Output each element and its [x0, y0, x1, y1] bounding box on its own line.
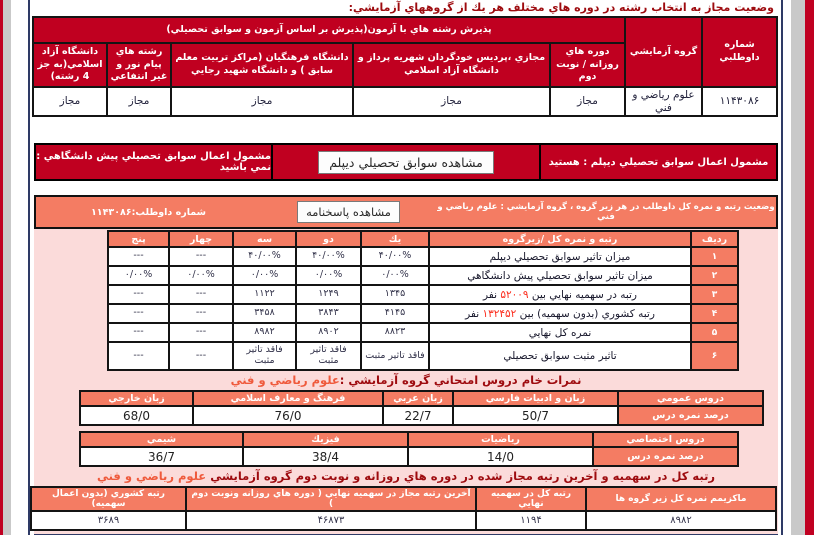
- col-header-subgroup-2: دو: [296, 231, 361, 247]
- cell-value: ۰/۰۰%: [296, 266, 361, 285]
- col-header-payamnoor: رشته هاي پيام نور و غير انتفاعي: [107, 43, 171, 87]
- row-label-text: رتبه در سهميه نهايي بين: [531, 288, 638, 301]
- cell-value: ۰/۰۰%: [169, 266, 233, 285]
- score-physics: 38/4: [243, 447, 408, 466]
- row-number: ۳: [691, 285, 738, 304]
- quota-population-count: ۵۲۰۰۹: [500, 288, 529, 301]
- cell-value: ---: [108, 323, 169, 342]
- cell-value: ۴۱۴۵: [361, 304, 429, 323]
- col-header-daytime-courses: دوره هاي روزانه / نوبت دوم: [550, 43, 625, 87]
- row-number: ۶: [691, 342, 738, 370]
- view-diploma-records-button[interactable]: مشاهده سوابق تحصيلي ديپلم: [318, 151, 494, 174]
- answersheet-button-cell: [261, 201, 436, 223]
- total-rank-in-quota-value: ۱۱۹۴: [476, 511, 586, 530]
- table-row: [108, 266, 738, 285]
- cell-value: ۴۰/۰۰%: [233, 247, 296, 266]
- row-number: ۵: [691, 323, 738, 342]
- cell-value: ---: [108, 285, 169, 304]
- page-title: وضعيت مجاز به انتخاب رشته در دوره هاي مختلف هر يك از گروههاي آزمايشي:: [348, 1, 774, 14]
- cell-value: فاقد تاثير مثبت: [361, 342, 429, 370]
- candidate-number-cell: ۱۱۴۳۰۸۶: [702, 87, 777, 116]
- score-mathematics: 14/0: [408, 447, 593, 466]
- subject-header-mathematics: رياضيات: [408, 432, 593, 447]
- col-header-virtual-paid: مجازي ،پرديس خودگردان شهريه پرداز و دانشگاه آزاد اسلامي: [353, 43, 550, 87]
- cell-value: ---: [169, 285, 233, 304]
- cell-value: ۱۱۲۲: [233, 285, 296, 304]
- page-border-right: [781, 0, 783, 535]
- cell-value: ۰/۰۰%: [233, 266, 296, 285]
- row-label: [429, 266, 691, 285]
- col-header-national-rank: رتبه كشوري (بدون اعمال سهميه): [31, 487, 186, 511]
- exam-group-cell: علوم رياضي و فني: [625, 87, 702, 116]
- status-cell: مجاز: [33, 87, 107, 116]
- row-number: ۲: [691, 266, 738, 285]
- row-label: [429, 342, 691, 370]
- row-label-text: تاثير مثبت سوابق تحصيلي: [503, 350, 617, 363]
- row-label-text: رتبه كشوري (بدون سهميه) بين: [519, 307, 655, 320]
- last-admitted-rank-value: ۴۶۸۷۳: [186, 511, 476, 530]
- cell-value: ۳۴۵۸: [233, 304, 296, 323]
- col-header-azad: دانشگاه آزاد اسلامي(به جز 4 رشته): [33, 43, 107, 87]
- cell-value: فاقد تاثير مثبت: [233, 342, 296, 370]
- col-header-rank-and-score: رتبه و نمره كل /زيرگروه: [429, 231, 691, 247]
- col-header-farhangian: دانشگاه فرهنگيان (مراكز تربيت معلم سابق ) و دانشگاه شهيد رجايي: [171, 43, 353, 87]
- score-chemistry: 36/7: [80, 447, 243, 466]
- cell-value: ۰/۰۰%: [108, 266, 169, 285]
- subgroup-rank-table: [107, 230, 739, 371]
- specialized-subjects-header: دروس اختصاصي: [593, 432, 738, 447]
- subject-header-foreign-language: زبان خارجي: [80, 391, 193, 406]
- subject-header-islamic-culture: فرهنگ و معارف اسلامي: [193, 391, 383, 406]
- col-header-subgroup-3: سه: [233, 231, 296, 247]
- table-row: [108, 285, 738, 304]
- cell-value: ---: [108, 247, 169, 266]
- national-rank-value: ۳۶۸۹: [31, 511, 186, 530]
- score-foreign-language: 68/0: [80, 406, 193, 425]
- max-total-score-value: ۸۹۸۲: [586, 511, 776, 530]
- row-label: [429, 247, 691, 266]
- cell-value: فاقد تاثير مثبت: [296, 342, 361, 370]
- cell-value: ۸۹۰۲: [296, 323, 361, 342]
- score-arabic: 22/7: [383, 406, 453, 425]
- row-label-suffix: نفر: [482, 288, 497, 301]
- pre-university-records-status: مشمول اعمال سوابق تحصيلي پيش دانشگاهي : نمي باشيد: [36, 151, 271, 174]
- cell-value: ---: [108, 342, 169, 370]
- final-rank-title-text: رتبه كل در سهميه و آخرين رتبه مجاز شده در دوره هاي روزانه و نوبت دوم گروه آزمايشي: [210, 469, 716, 484]
- diploma-records-status: مشمول اعمال سوابق تحصيلي ديپلم : هستيد: [539, 145, 776, 179]
- diploma-button-cell: [271, 145, 539, 179]
- cell-value: ۸۹۸۲: [233, 323, 296, 342]
- general-subjects-header: دروس عمومي: [618, 391, 763, 406]
- final-rank-title-group: علوم رياضي و فني: [96, 469, 207, 484]
- rank-panel-title: وضعيت رتبه و نمره كل داوطلب در هر زير گروه ، گروه آزمايشي : علوم رياضي و فني: [437, 202, 775, 223]
- cell-value: ۴۰/۰۰%: [296, 247, 361, 266]
- left-gray-margin: [3, 0, 11, 535]
- status-cell: مجاز: [353, 87, 550, 116]
- row-number: ۴: [691, 304, 738, 323]
- specialized-subjects-table: [79, 431, 739, 467]
- eligibility-table: [32, 16, 778, 117]
- final-rank-title: [34, 470, 778, 484]
- cell-value: ۴۰/۰۰%: [361, 247, 429, 266]
- results-content: [30, 0, 781, 535]
- row-label-text: ميزان تاثير سوابق تحصيلي پيش دانشگاهي: [467, 269, 653, 282]
- cell-value: ۳۸۴۳: [296, 304, 361, 323]
- subject-header-arabic: زبان عربي: [383, 391, 453, 406]
- right-red-edge: [805, 0, 814, 535]
- subject-header-persian-literature: زبان و ادبيات فارسي: [453, 391, 618, 406]
- cell-value: ۰/۰۰%: [361, 266, 429, 285]
- diploma-records-bar: [34, 143, 778, 181]
- cell-value: ۱۲۴۹: [296, 285, 361, 304]
- table-row: [108, 304, 738, 323]
- col-header-max-total-score: ماكزيمم نمره كل زير گروه ها: [586, 487, 776, 511]
- table-row: [108, 323, 738, 342]
- raw-scores-title: [34, 374, 778, 388]
- row-number: ۱: [691, 247, 738, 266]
- view-answersheet-button[interactable]: مشاهده پاسخنامه: [297, 201, 400, 223]
- status-cell: مجاز: [171, 87, 353, 116]
- rank-score-panel: [34, 195, 778, 534]
- right-gray-margin: [791, 0, 805, 535]
- subject-header-chemistry: شيمي: [80, 432, 243, 447]
- cell-value: ۱۳۴۵: [361, 285, 429, 304]
- rank-panel-header: [34, 195, 778, 229]
- col-header-last-admitted-rank: آخرين رتبه مجاز در سهميه نهايي ( دوره هاي روزانه ونوبت دوم ): [186, 487, 476, 511]
- candidate-number-label: شماره داوطلب:۱۱۴۳۰۸۶: [91, 206, 206, 218]
- col-header-exam-group: گروه آزمايشي: [625, 17, 702, 87]
- col-header-candidate-number: شماره داوطلبي: [702, 17, 777, 87]
- table-row: [108, 247, 738, 266]
- national-population-count: ۱۳۲۴۵۲: [482, 307, 517, 320]
- row-label: [429, 323, 691, 342]
- cell-value: ---: [169, 342, 233, 370]
- score-row-label: درصد نمره درس: [593, 447, 738, 466]
- cell-value: ---: [169, 323, 233, 342]
- row-label-suffix: نفر: [465, 307, 480, 320]
- row-label: [429, 285, 691, 304]
- row-label: [429, 304, 691, 323]
- general-subjects-table: [79, 390, 764, 426]
- span-header-admission-with-exam: پذيرش رشته هاي با آزمون(پذيرش بر اساس آزمون و سوابق تحصيلي): [33, 17, 625, 43]
- col-header-subgroup-4: چهار: [169, 231, 233, 247]
- col-header-total-rank-in-quota: رتبه كل در سهميه نهايي: [476, 487, 586, 511]
- cell-value: ---: [108, 304, 169, 323]
- raw-scores-title-group: علوم رياضي و فني: [230, 373, 340, 388]
- cell-value: ۸۸۲۳: [361, 323, 429, 342]
- subject-header-physics: فيزيك: [243, 432, 408, 447]
- cell-value: ---: [169, 247, 233, 266]
- status-cell: مجاز: [107, 87, 171, 116]
- cell-value: ---: [169, 304, 233, 323]
- score-row-label: درصد نمره درس: [618, 406, 763, 425]
- row-label-text: ميزان تاثير سوابق تحصيلي ديپلم: [489, 250, 631, 263]
- col-header-subgroup-5: پنج: [108, 231, 169, 247]
- row-label-text: نمره كل نهايي: [528, 326, 592, 339]
- col-header-row-number: رديف: [691, 231, 738, 247]
- status-cell: مجاز: [550, 87, 625, 116]
- score-persian-literature: 50/7: [453, 406, 618, 425]
- table-row: [108, 342, 738, 370]
- col-header-subgroup-1: يك: [361, 231, 429, 247]
- raw-scores-title-text: نمرات خام دروس امتحاني گروه آزمايشي :: [339, 373, 582, 388]
- score-islamic-culture: 76/0: [193, 406, 383, 425]
- final-rank-table: [30, 486, 777, 531]
